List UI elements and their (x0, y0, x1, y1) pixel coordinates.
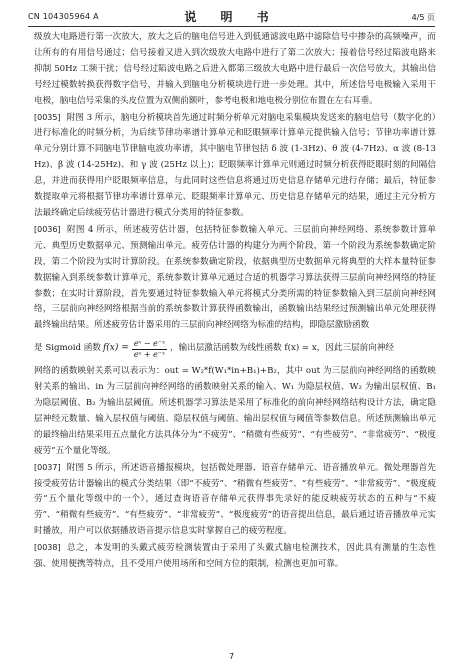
paragraph-text: 级放大电路进行第一次放大，放大之后的脑电信号进入到低通滤波电路中滤除信号中掺杂的高频噪声，而让所有的有用信号通过；信号接着又进入到次级放大电路中进行了第二次放大；接着信号经过陷波电路来抑制 50Hz 工频干扰；信号经过陷波电路之后进入都第三级放大电路中进行最后一次信号放大，其输出信号经过模数转换获得数字信号，并输入到脑电分析模块进行进一步处理。其中，所述信号电极输入采用干电极，脑电信号采集的头皮位置为双侧前额叶，参考电极和地电极分别位布置在左右耳垂。 (34, 32, 436, 106)
paragraph (34, 540, 436, 573)
document-title: 说 明 书 (184, 10, 279, 24)
paragraph (34, 364, 436, 459)
paragraph (34, 460, 436, 541)
formula-fraction (132, 339, 167, 360)
paragraph-number: [0037] (34, 462, 61, 472)
page-indicator: 4/5 页 (411, 13, 435, 22)
page-number: 7 (228, 652, 235, 661)
paragraph-text: 总之，本发明的头戴式疲劳检测装置由于采用了头戴式脑电检测技术，因此具有测量的生态性强、使用便携等特点，且不受用户使用场所和空间方位的限制，检测也更加可靠。 (34, 543, 436, 570)
formula-function-label: f(x) = (102, 343, 129, 354)
paragraph-text: 附图 3 所示，脑电分析模块首先通过时频分析单元对脑电采集模块发送来的脑电信号（数字化的）进行标准化的时频分析，为后续节律功率谱计算单元和眨眼频率计算单元提供输入信号；节律功率谱计算单元分别计算不同脑电节律脑电波功率谱，其中脑电节律包括 δ 波 (1-3Hz)、θ 波 (4-7Hz)、α 波 (8-13Hz)、β 波 (14-25Hz)、和 γ 波 (25Hz 以上)；眨眼频率计算单元则通过时频分析获得眨眼时刻的间隔信息，并进而获得用户眨眼频率信息，与此同时这些信息将通过历史信息存储单元进行存储；最后，特征参数提取单元将根据节律功率谱计算单元、眨眼频率计算单元、历史信息存储单元的结果，通过主元分析方法最终确定后续疲劳估计器进行模式分类用的特征参数。 (34, 112, 436, 218)
page-header (28, 8, 435, 27)
paragraph-text: 附图 5 所示，所述语音播报模块，包括微处理器、语音存储单元、语音播放单元。微处理器首先接受疲劳估计器输出的模式分类结果（即“不疲劳”、“稍微有些疲劳”、“有些疲劳”、“非常疲劳”、“极度疲劳”五个量化等级中的一个），通过查询语音存储单元获得事先录好的能反映疲劳状态的五种与“不疲劳”、“稍微有些疲劳”、“有些疲劳”、“非常疲劳”、“极度疲劳”的语音提出信息，最后通过语音播放单元实时播放，用户可以依据播放语音提示信息实时掌握自己的疲劳程度。 (34, 462, 436, 537)
formula-prefix: 是 Sigmoid 函数 (34, 343, 101, 354)
paragraph-number: [0038] (34, 543, 61, 553)
formula-denominator: eˣ + e⁻ˣ (133, 349, 165, 359)
paragraph (34, 222, 436, 334)
formula-numerator: eˣ − e⁻ˣ (133, 338, 165, 348)
patent-number: CN 104305964 A (28, 12, 99, 21)
paragraph (34, 30, 436, 110)
paragraph-text: 网络的函数映射关系可以表示为：out = W₂*f(W₁*in+B₁)+B₂，其中 out 为三层前向神经网络的函数映射关系的输出、in 为三层前向神经网络的函数映射关系的输入、W₁ 为隐层权值、W₂ 为输出层权值、B₁ 为隐层阈值、B₂ 为输出层阈值。所述机器学习算法是采用了标准化的前向神经网络结构设计方法，确定隐层神经元数量、输入层权值与阈值、隐层权值与阈值、输出层权值与阈值等参数信息。所述预测输出单元的最终输出结果采用五点量化方法具体分为“不疲劳”、“稍微有些疲劳”、“有些疲劳”、“非常疲劳”、“极度疲劳”五个量化等级。 (34, 366, 436, 456)
formula-suffix: ，输出层激活函数为线性函数 f(x) = x，因此三层前向神经 (169, 343, 395, 354)
paragraph-text: 附图 4 所示，所述疲劳估计器，包括特征参数输入单元、三层前向神经网络、系统参数计算单元、典型历史数据单元、预测输出单元。疲劳估计器的构建分为两个阶段，第一个阶段为系统参数确定阶段，第二个阶段为实时计算阶段。在系统参数确定阶段，依据典型历史数据单元将典型的大样本量特征参数据输入到系统参数计算单元，系统参数计算单元通过合适的机器学习算法获得三层前向神经网络的特征参数；在实时计算阶段，首先要通过特征参数输入单元将模式分类所需的特征参数输入到三层前向神经网络，三层前向神经网络根据当前的系统参数计算获得函数输出，函数输出结果经过预测输出单元处理获得最终输出结果。所述疲劳估计器采用的三层前向神经网络为标准的结构，即隐层激励函数 (34, 224, 436, 331)
formula-line (34, 335, 436, 363)
document-body (34, 30, 436, 573)
paragraph (34, 110, 436, 222)
paragraph-number: [0036] (34, 224, 61, 234)
paragraph-number: [0035] (34, 112, 61, 122)
